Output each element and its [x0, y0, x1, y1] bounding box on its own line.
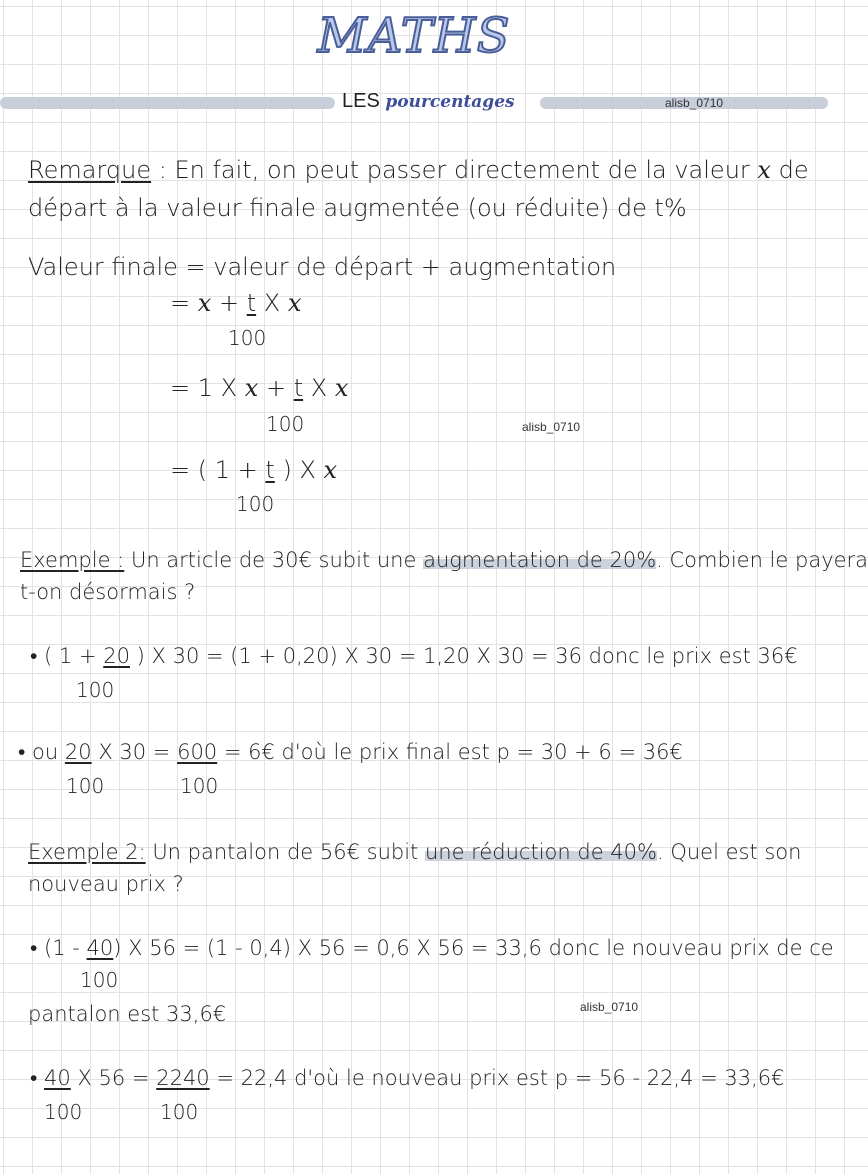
remark-line-2: départ à la valeur finale augmentée (ou réduite) de t%	[28, 194, 687, 222]
example2-b1-line-2: pantalon est 33,6€	[28, 1002, 227, 1026]
remark-line-1	[28, 156, 809, 184]
bullet-icon: •	[30, 936, 38, 960]
formula-3-denominator: 100	[266, 412, 305, 436]
formula-4-denominator: 100	[236, 492, 275, 516]
formula-line-3	[170, 374, 348, 402]
remark-text-1-end: de	[778, 156, 809, 184]
example1-b2-numerator-2: 600	[177, 740, 218, 764]
formula-2-times: X	[263, 289, 281, 317]
example2-b1-denominator: 100	[80, 968, 119, 992]
formula-2-denominator: 100	[228, 326, 267, 350]
formula-2-plus: +	[218, 289, 240, 317]
example1-b1-rest: ) X 30 = (1 + 0,20) X 30 = 1,20 X 30 = 36 donc le prix est 36€	[136, 644, 798, 668]
example1-b2-numerator-1: 20	[64, 740, 92, 764]
remark-label: Remarque	[28, 156, 152, 184]
subtitle-prefix: LES	[342, 90, 380, 112]
mid-watermark: alisb_0710	[522, 420, 581, 434]
example2-label: Exemple 2:	[28, 840, 146, 864]
example2-b2-numerator-2: 2240	[156, 1066, 210, 1090]
example2-b1-numerator: 40	[86, 936, 114, 960]
example1-line-1	[20, 548, 868, 572]
formula-2-eq: =	[170, 289, 191, 317]
formula-4-start: = ( 1 +	[170, 456, 258, 484]
example2-b1-rest: ) X 56 = (1 - 0,4) X 56 = 0,6 X 56 = 33,6 donc le nouveau prix de ce	[113, 936, 834, 960]
example2-line-1	[28, 840, 801, 864]
formula-line-4	[170, 456, 337, 484]
example1-b1-denominator: 100	[76, 678, 115, 702]
example2-text-a: Un pantalon de 56€ subit	[152, 840, 419, 864]
example2-b2-denominator-2: 100	[160, 1100, 199, 1124]
formula-3-x2: x	[334, 374, 349, 402]
example2-bullet-2	[30, 1066, 785, 1091]
header-watermark: alisb_0710	[665, 96, 724, 110]
example1-label: Exemple :	[20, 548, 125, 572]
header-band-left	[0, 97, 335, 109]
example2-b2-mid: X 56 =	[77, 1066, 150, 1090]
page-title: MATHS	[317, 8, 511, 64]
example2-line-2: nouveau prix ?	[28, 872, 184, 896]
example2-b2-denominator-1: 100	[44, 1100, 83, 1124]
example2-b1-start: (1 -	[44, 936, 80, 960]
example1-highlight: augmentation de 20%	[423, 548, 657, 572]
example1-b2-denominator-2: 100	[180, 774, 219, 798]
remark-text-1: : En fait, on peut passer directement de la valeur	[158, 156, 750, 184]
formula-3-x1: x	[244, 374, 259, 402]
formula-3-one: 1	[197, 374, 214, 402]
formula-2-t: t	[246, 289, 257, 317]
formula-4-t: t	[265, 456, 275, 484]
example2-text-b: . Quel est son	[656, 840, 802, 864]
example2-b2-rest: = 22,4 d'où le nouveau prix est p = 56 - 22,4 = 33,6€	[216, 1066, 785, 1090]
example1-b2-mid: X 30 =	[98, 740, 171, 764]
example1-b1-start: ( 1 +	[44, 644, 97, 668]
page-subtitle	[342, 90, 515, 113]
formula-3-eq: =	[170, 374, 191, 402]
formula-2-x1: x	[197, 289, 212, 317]
example2-bullet-1	[30, 936, 834, 961]
formula-3-times-2: X	[310, 374, 328, 402]
formula-line-2	[170, 289, 301, 317]
bullet-icon: •	[30, 644, 38, 668]
formula-4-x: x	[323, 456, 338, 484]
example1-b2-start: ou	[32, 740, 59, 764]
example1-b1-numerator: 20	[103, 644, 130, 668]
example1-b2-denominator-1: 100	[66, 774, 105, 798]
subtitle-accent: pourcentages	[385, 92, 515, 112]
example1-text-a: Un article de 30€ subit une	[130, 548, 417, 572]
bullet-icon: •	[18, 740, 26, 764]
example1-b2-rest: = 6€ d'où le prix final est p = 30 + 6 = 36€	[223, 740, 683, 764]
formula-2-x2: x	[287, 289, 302, 317]
example2-highlight: une réduction de 40%	[424, 840, 657, 864]
example2-watermark: alisb_0710	[580, 1000, 639, 1014]
example1-line-2: t-on désormais ?	[20, 580, 196, 604]
formula-line-1: Valeur finale = valeur de départ + augmentation	[28, 253, 617, 281]
example1-bullet-2	[18, 740, 683, 765]
remark-var-x: x	[757, 156, 771, 184]
example2-b2-numerator-1: 40	[44, 1066, 71, 1090]
example1-bullet-1	[30, 644, 798, 669]
formula-3-t: t	[293, 374, 304, 402]
formula-3-plus: +	[265, 374, 287, 402]
bullet-icon: •	[30, 1066, 38, 1090]
example1-text-b: . Combien le payera	[656, 548, 868, 572]
formula-3-times-1: X	[220, 374, 238, 402]
formula-4-end: ) X	[282, 456, 316, 484]
